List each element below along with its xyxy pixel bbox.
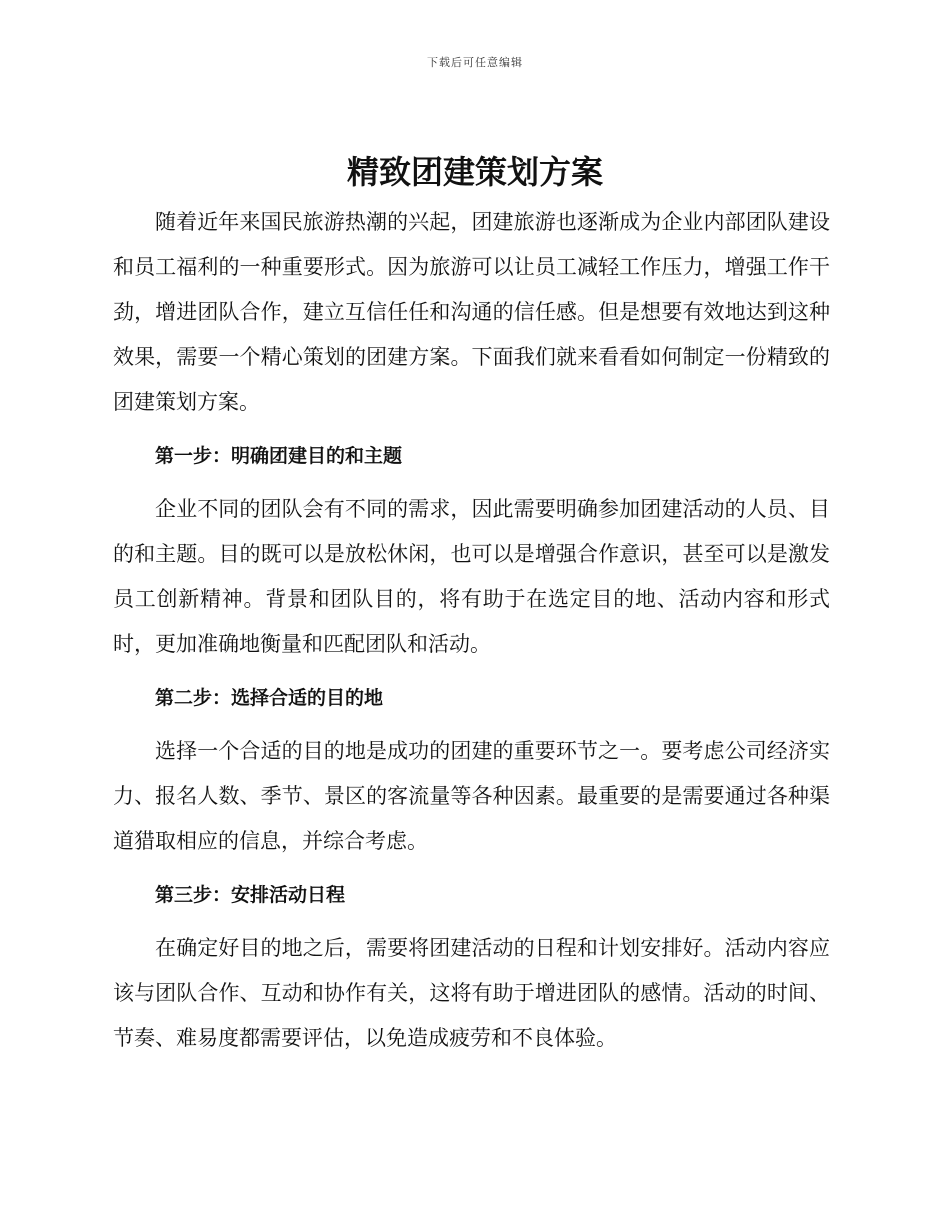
step-1-heading: 第一步：明确团建目的和主题 xyxy=(155,445,403,467)
step-2-heading: 第二步：选择合适的目的地 xyxy=(155,687,384,709)
document-title: 精致团建策划方案 xyxy=(346,153,603,191)
document-body xyxy=(113,200,830,1061)
step-3-paragraph: 在确定好目的地之后，需要将团建活动的日程和计划安排好。活动内容应该与团队合作、互动和协作有关，这将有助于增进团队的感情。活动的时间、节奏、难易度都需要评估，以免造成疲劳和不良体验。 xyxy=(113,936,830,1050)
header-note: 下载后可任意编辑 xyxy=(427,56,523,69)
step-2-paragraph: 选择一个合适的目的地是成功的团建的重要环节之一。要考虑公司经济实力、报名人数、季节、景区的客流量等各种因素。最重要的是需要通过各种渠道猎取相应的信息，并综合考虑。 xyxy=(113,739,830,853)
intro-paragraph: 随着近年来国民旅游热潮的兴起，团建旅游也逐渐成为企业内部团队建设和员工福利的一种重要形式。因为旅游可以让员工减轻工作压力，增强工作干劲，增进团队合作，建立互信任任和沟通的信任感。但是想要有效地达到这种效果，需要一个精心策划的团建方案。下面我们就来看看如何制定一份精致的团建策划方案。 xyxy=(113,210,830,414)
step-1-paragraph: 企业不同的团队会有不同的需求，因此需要明确参加团建活动的人员、目的和主题。目的既可以是放松休闲，也可以是增强合作意识，甚至可以是激发员工创新精神。背景和团队目的，将有助于在选定目的地、活动内容和形式时，更加准确地衡量和匹配团队和活动。 xyxy=(113,497,830,656)
step-3-heading: 第三步：安排活动日程 xyxy=(155,884,346,906)
